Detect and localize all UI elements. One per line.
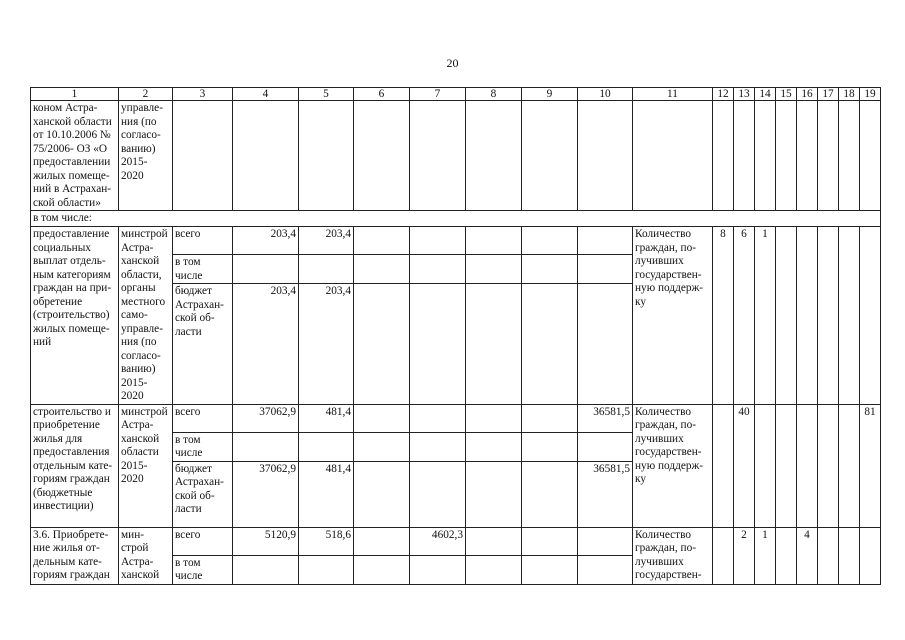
amount-cell: 203,4 <box>299 284 354 404</box>
source-incl-label: в том числе <box>173 555 233 584</box>
table-row <box>31 101 881 211</box>
indicator-value: 1 <box>755 527 776 584</box>
measure-name-cell: предоставление социальных выплат отдель- ным категориям граждан на при- обретение (строительство) жилых помеще- ний <box>31 227 119 405</box>
header-cell: 11 <box>633 88 713 101</box>
amount-cell: 481,4 <box>299 404 354 432</box>
source-all-label: всего <box>173 227 233 255</box>
table-row <box>31 211 881 227</box>
indicator-value: 6 <box>734 227 755 405</box>
page-number: 20 <box>446 56 459 70</box>
source-budget-label: бюджет Астрахан- ской об- ласти <box>173 461 233 527</box>
amount-cell: 4602,3 <box>410 527 466 555</box>
header-cell: 4 <box>233 88 299 101</box>
header-cell: 8 <box>466 88 522 101</box>
amount-cell: 203,4 <box>233 284 299 404</box>
header-cell: 3 <box>173 88 233 101</box>
indicator-value: 1 <box>755 227 776 405</box>
amount-cell: 37062,9 <box>233 404 299 432</box>
indicator-value: 4 <box>797 527 818 584</box>
amount-cell: 518,6 <box>299 527 354 555</box>
header-cell: 17 <box>818 88 839 101</box>
continuation-executor-cell: управле- ния (по согласо- ванию) 2015- 2020 <box>119 101 173 211</box>
table-row <box>31 227 881 255</box>
measure-name-cell: строительство и приобретение жилья для предоставления отдельным кате- гориям граждан (бюджетные инвестиции) <box>31 404 119 527</box>
header-row <box>31 88 881 101</box>
header-cell: 13 <box>734 88 755 101</box>
continuation-name-cell: коном Астра- ханской области от 10.10.2006 № 75/2006- ОЗ «О предоставлении жилых помеще- ний в Астрахан- ской области» <box>31 101 119 211</box>
table-row <box>31 404 881 432</box>
indicator-value: 8 <box>713 227 734 405</box>
header-cell: 14 <box>755 88 776 101</box>
executor-cell: минстрой Астра- ханской области, органы местного само- управле- ния (по согласо- ванию) 2015- 2020 <box>119 227 173 405</box>
indicator-value: 40 <box>734 404 755 527</box>
source-all-label: всего <box>173 527 233 555</box>
indicator-value: 2 <box>734 527 755 584</box>
executor-cell: минстрой Астра- ханской области 2015- 2020 <box>119 404 173 527</box>
indicator-cell: Количество граждан, по- лучивших государствен- ную поддерж- ку <box>633 227 713 405</box>
amount-cell: 37062,9 <box>233 461 299 527</box>
source-incl-label: в том числе <box>173 255 233 284</box>
source-all-label: всего <box>173 404 233 432</box>
source-budget-label: бюджет Астрахан- ской об- ласти <box>173 284 233 404</box>
header-cell: 1 <box>31 88 119 101</box>
program-table <box>30 87 881 585</box>
header-cell: 6 <box>354 88 410 101</box>
executor-cell: мин- строй Астра- ханской <box>119 527 173 584</box>
indicator-cell: Количество граждан, по- лучивших государствен- ную поддерж- ку <box>633 404 713 527</box>
measure-name-cell: 3.6. Приобрете- ние жилья от- дельным кате- гориям граждан <box>31 527 119 584</box>
header-cell: 16 <box>797 88 818 101</box>
table-row <box>31 527 881 555</box>
source-incl-label: в том числе <box>173 432 233 461</box>
header-cell: 19 <box>860 88 881 101</box>
header-cell: 12 <box>713 88 734 101</box>
header-cell: 10 <box>578 88 633 101</box>
header-cell: 15 <box>776 88 797 101</box>
amount-cell: 203,4 <box>299 227 354 255</box>
amount-cell: 203,4 <box>233 227 299 255</box>
header-cell: 7 <box>410 88 466 101</box>
header-cell: 18 <box>839 88 860 101</box>
amount-cell: 5120,9 <box>233 527 299 555</box>
header-cell: 5 <box>299 88 354 101</box>
header-cell: 2 <box>119 88 173 101</box>
header-cell: 9 <box>522 88 578 101</box>
amount-cell: 36581,5 <box>578 461 633 527</box>
amount-cell: 36581,5 <box>578 404 633 432</box>
indicator-cell: Количество граждан, по- лучивших государствен- <box>633 527 713 584</box>
in-total-label: в том числе: <box>31 211 881 227</box>
indicator-value: 81 <box>860 404 881 527</box>
amount-cell: 481,4 <box>299 461 354 527</box>
